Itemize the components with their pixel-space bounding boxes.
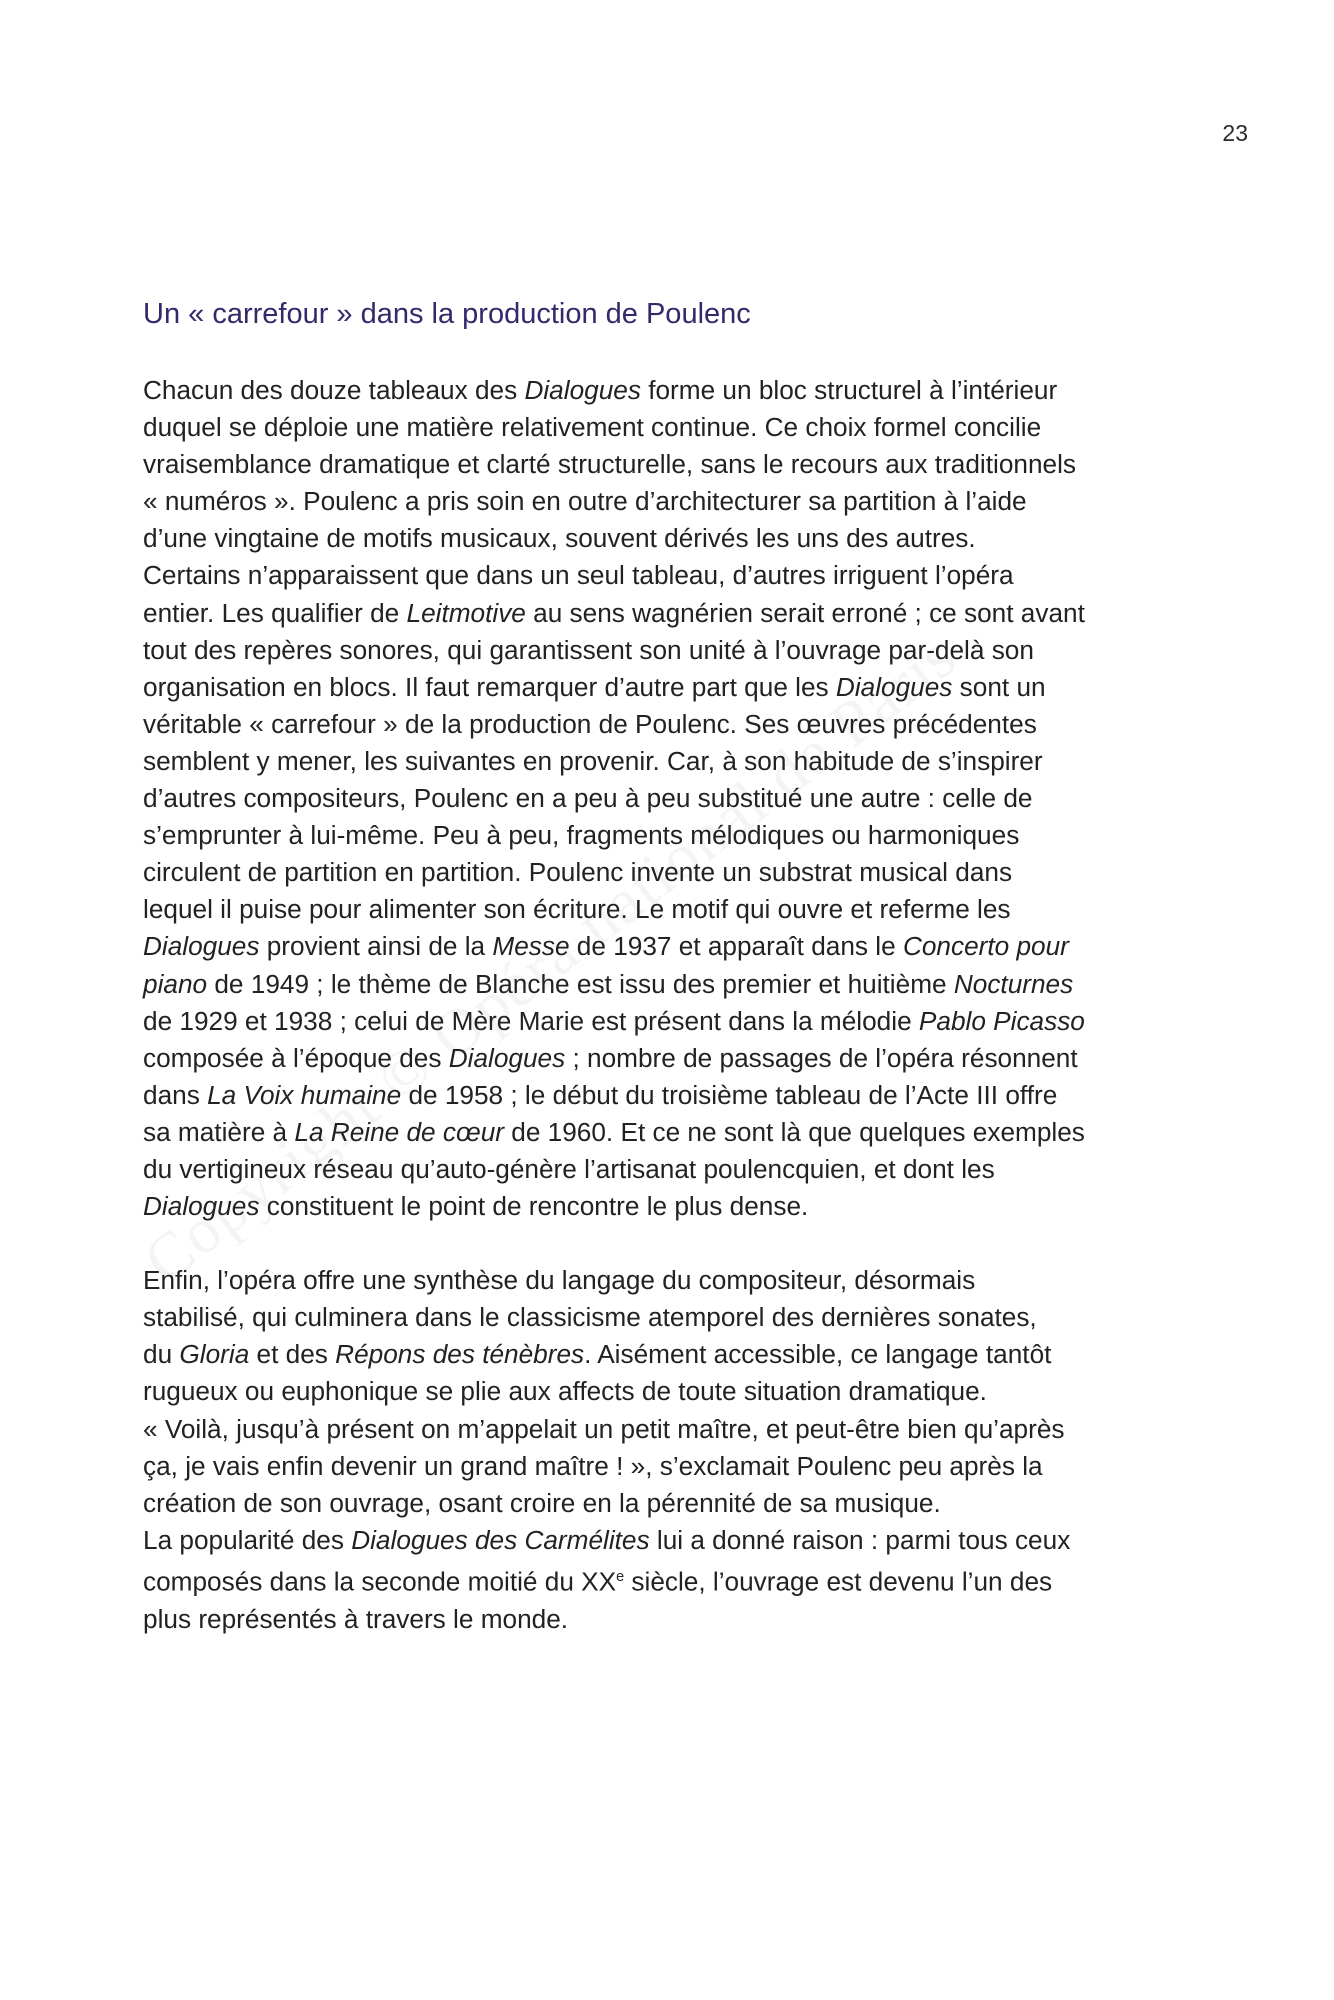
text-run: création de son ouvrage, osant croire en la pérennité de sa musique. — [143, 1487, 941, 1518]
work-title: La Reine de cœur — [294, 1116, 504, 1147]
text-line — [143, 1188, 1223, 1225]
page-number: 23 — [1222, 120, 1248, 146]
text-run: . Aisément accessible, ce langage tantôt — [584, 1339, 1052, 1370]
text-run: « Voilà, jusqu’à présent on m’appelait un petit maître, et peut-être bien qu’après — [143, 1413, 1065, 1444]
text-run: sa matière à — [143, 1116, 295, 1147]
work-title: Répons des ténèbres — [335, 1339, 585, 1370]
text-run: duquel se déploie une matière relativement continue. Ce choix formel concilie — [143, 412, 1042, 443]
text-line — [143, 928, 1223, 965]
text-run: plus représentés à travers le monde. — [143, 1603, 569, 1634]
work-title: Pablo Picasso — [918, 1005, 1085, 1036]
superscript: e — [616, 1568, 625, 1585]
text-line — [143, 1559, 1223, 1601]
paragraphs — [143, 372, 1223, 1638]
text-line — [143, 409, 1223, 446]
text-line — [143, 1040, 1223, 1077]
text-run: du — [143, 1339, 180, 1370]
text-run: de 1958 ; le début du troisième tableau de l’Acte III offre — [401, 1079, 1058, 1110]
text-line — [143, 372, 1223, 409]
text-run: de 1960. Et ce ne sont là que quelques exemples — [503, 1116, 1085, 1147]
text-line — [143, 1411, 1223, 1448]
text-line — [143, 743, 1223, 780]
article-body — [143, 292, 1223, 1638]
work-title: Dialogues des Carmélites — [351, 1524, 650, 1555]
text-run: du vertigineux réseau qu’auto-génère l’artisanat poulencquien, et dont les — [143, 1153, 995, 1184]
text-line — [143, 632, 1223, 669]
text-run: « numéros ». Poulenc a pris soin en outre d’architecturer sa partition à l’aide — [143, 486, 1027, 517]
work-title: Dialogues — [143, 931, 260, 962]
text-line — [143, 595, 1223, 632]
text-run: Chacun des douze tableaux des — [143, 375, 525, 405]
text-line — [143, 1448, 1223, 1485]
work-title: Gloria — [179, 1339, 250, 1370]
text-run: composée à l’époque des — [143, 1042, 449, 1073]
text-run: de 1929 et 1938 ; celui de Mère Marie est présent dans la mélodie — [143, 1005, 919, 1036]
text-line — [143, 817, 1223, 854]
work-title: Concerto pour — [902, 931, 1069, 962]
text-run: constituent le point de rencontre le plus dense. — [259, 1191, 809, 1222]
text-line — [143, 1262, 1223, 1299]
paragraph — [143, 372, 1223, 1225]
text-run: et des — [249, 1339, 336, 1370]
text-line — [143, 1299, 1223, 1336]
work-title: La Voix humaine — [207, 1079, 402, 1110]
text-run: s’emprunter à lui-même. Peu à peu, fragments mélodiques ou harmoniques — [143, 820, 1020, 851]
text-run: ; nombre de passages de l’opéra résonnent — [565, 1042, 1078, 1073]
text-run: dans — [143, 1079, 208, 1110]
text-line — [143, 1601, 1223, 1638]
text-run: Certains n’apparaissent que dans un seul tableau, d’autres irriguent l’opéra — [143, 560, 1014, 591]
text-line — [143, 1077, 1223, 1114]
text-run: provient ainsi de la — [259, 931, 493, 962]
text-run: organisation en blocs. Il faut remarquer d’autre part que les — [143, 671, 836, 702]
text-run: de 1949 ; le thème de Blanche est issu des premier et huitième — [207, 968, 954, 999]
text-run: lui a donné raison : parmi tous ceux — [649, 1524, 1071, 1555]
text-line — [143, 1114, 1223, 1151]
text-run: sont un — [952, 671, 1046, 702]
text-run: d’une vingtaine de motifs musicaux, souvent dérivés les uns des autres. — [143, 523, 976, 554]
work-title: Leitmotive — [406, 597, 526, 628]
text-run: tout des repères sonores, qui garantissent son unité à l’ouvrage par-delà son — [143, 634, 1034, 665]
text-run: circulent de partition en partition. Poulenc invente un substrat musical dans — [143, 857, 1013, 888]
text-run: au sens wagnérien serait erroné ; ce sont avant — [525, 597, 1085, 628]
work-title: Messe — [492, 931, 570, 962]
text-line — [143, 706, 1223, 743]
text-run: siècle, l’ouvrage est devenu l’un des — [624, 1566, 1053, 1597]
work-title: Dialogues — [448, 1042, 566, 1073]
text-run: semblent y mener, les suivantes en provenir. Car, à son habitude de s’inspirer — [143, 745, 1043, 776]
text-line — [143, 1522, 1223, 1559]
text-run: composés dans la seconde moitié du XX — [143, 1566, 617, 1597]
text-line — [143, 520, 1223, 557]
text-run: d’autres compositeurs, Poulenc en a peu à peu substitué une autre : celle de — [143, 783, 1033, 814]
paragraph — [143, 1262, 1223, 1638]
work-title: Dialogues — [524, 375, 641, 405]
section-heading: Un « carrefour » dans la production de Poulenc — [143, 298, 751, 330]
text-line — [143, 557, 1223, 594]
text-line — [143, 780, 1223, 817]
text-run: vraisemblance dramatique et clarté structurelle, sans le recours aux traditionnels — [143, 449, 1077, 480]
text-line — [143, 669, 1223, 706]
text-run: stabilisé, qui culminera dans le classicisme atemporel des dernières sonates, — [143, 1302, 1037, 1333]
work-title: Dialogues — [143, 1191, 260, 1222]
text-line — [143, 1373, 1223, 1410]
text-run: véritable « carrefour » de la production de Poulenc. Ses œuvres précédentes — [143, 708, 1037, 739]
text-run: Enfin, l’opéra offre une synthèse du langage du compositeur, désormais — [143, 1265, 976, 1296]
text-line — [143, 1485, 1223, 1522]
text-line — [143, 1151, 1223, 1188]
text-line — [143, 446, 1223, 483]
work-title: Dialogues — [835, 671, 953, 702]
text-line — [143, 966, 1223, 1003]
text-line — [143, 854, 1223, 891]
text-run: La popularité des — [143, 1524, 352, 1555]
work-title: piano — [143, 968, 208, 999]
text-run: entier. Les qualifier de — [143, 597, 407, 628]
text-line — [143, 483, 1223, 520]
text-line — [143, 1336, 1223, 1373]
text-run: lequel il puise pour alimenter son écriture. Le motif qui ouvre et referme les — [143, 894, 1011, 925]
work-title: Nocturnes — [953, 968, 1074, 999]
text-line — [143, 891, 1223, 928]
text-run: ça, je vais enfin devenir un grand maître ! », s’exclamait Poulenc peu après la — [143, 1450, 1043, 1481]
text-line — [143, 1003, 1223, 1040]
text-run: de 1937 et apparaît dans le — [569, 931, 903, 962]
text-run: rugueux ou euphonique se plie aux affects de toute situation dramatique. — [143, 1376, 987, 1407]
text-run: forme un bloc structurel à l’intérieur — [640, 375, 1058, 405]
